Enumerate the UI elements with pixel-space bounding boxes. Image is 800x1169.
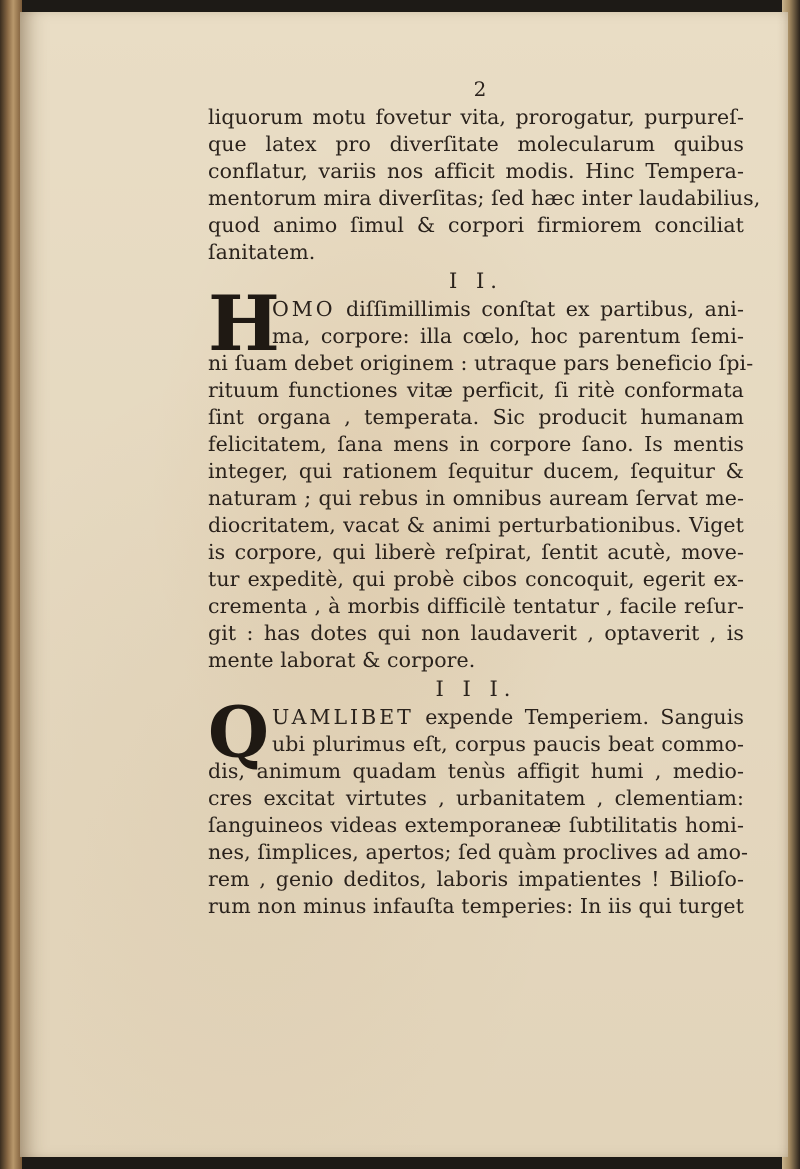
text-line: ni ſuam debet originem : utraque pars beneficio ſpi- — [208, 351, 754, 375]
text-line: tur expeditè, qui probè cibos concoquit, egerit ex- — [208, 567, 744, 591]
text-line: diocritatem, vacat & animi perturbationibus. Viget — [208, 513, 744, 537]
text-line: OMO diſſimillimis conſtat ex partibus, ani- — [272, 297, 744, 321]
text-line: quod animo ſimul & corpori firmiorem conciliat — [208, 213, 744, 237]
text-line: UAMLIBET expende Temperiem. Sanguis — [272, 705, 744, 729]
text-line: rituum functiones vitæ perficit, ſi ritè conformata — [208, 378, 744, 402]
first-word: OMO — [272, 297, 336, 321]
text-line: is corpore, qui liberè reſpirat, ſentit acutè, move- — [208, 540, 744, 564]
first-word: UAMLIBET — [272, 705, 414, 729]
section-3-paragraph — [208, 691, 749, 920]
text-line: ſint organa , temperata. Sic producit humanam — [208, 405, 744, 429]
catchword: turget — [678, 894, 744, 918]
text-line: conflatur, variis nos afficit modis. Hinc Tempera- — [208, 159, 744, 183]
text-line: mentorum mira diverſitas; ſed hæc inter laudabilius, — [208, 186, 761, 210]
text-line: liquorum motu fovetur vita, prorogatur, purpureſ- — [208, 105, 744, 129]
book-page — [20, 12, 788, 1157]
text-line: nes, ſimplices, apertos; ſed quàm proclives ad amo- — [208, 840, 749, 864]
text-line: mente laborat & corpore. — [208, 648, 476, 672]
text-line: ma, corpore: illa cœlo, hoc parentum ſemi- — [272, 324, 744, 348]
intro-paragraph — [208, 104, 761, 266]
text-line: rum non minus infauſta temperies: In iis qui turget — [208, 894, 744, 918]
text-line: naturam ; qui rebus in omnibus auream ſervat me- — [208, 486, 744, 510]
text-line: dis, animum quadam tenùs affigit humi , medio- — [208, 759, 744, 783]
text-block — [208, 74, 761, 920]
drop-cap-q: Q — [208, 691, 269, 774]
drop-cap-h: H — [208, 279, 280, 368]
section-heading-3: I I I. — [435, 677, 517, 701]
section-heading-2: I I. — [449, 269, 503, 293]
text-line: crementa , à morbis difficilè tentatur , facile reſur- — [208, 594, 744, 618]
text-line: felicitatem, ſana mens in corpore ſano. Is mentis — [208, 432, 744, 456]
text-line: ſanguineos videas extemporaneæ ſubtilitatis homi- — [208, 813, 744, 837]
text-line: ubi plurimus eſt, corpus paucis beat commo- — [272, 732, 744, 756]
book-left-edge — [0, 0, 22, 1169]
text-line: ſanitatem. — [208, 240, 316, 264]
text-line: rem , genio deditos, laboris impatientes ! Bilioſo- — [208, 867, 744, 891]
text-line: que latex pro diverſitate molecularum quibus — [208, 132, 744, 156]
page-number: 2 — [473, 77, 487, 101]
text-line: git : has dotes qui non laudaverit , optaverit , is — [208, 621, 744, 645]
text-line: integer, qui rationem ſequitur ducem, ſequitur & — [208, 459, 744, 483]
text-line: cres excitat virtutes , urbanitatem , clementiam: — [208, 786, 744, 810]
